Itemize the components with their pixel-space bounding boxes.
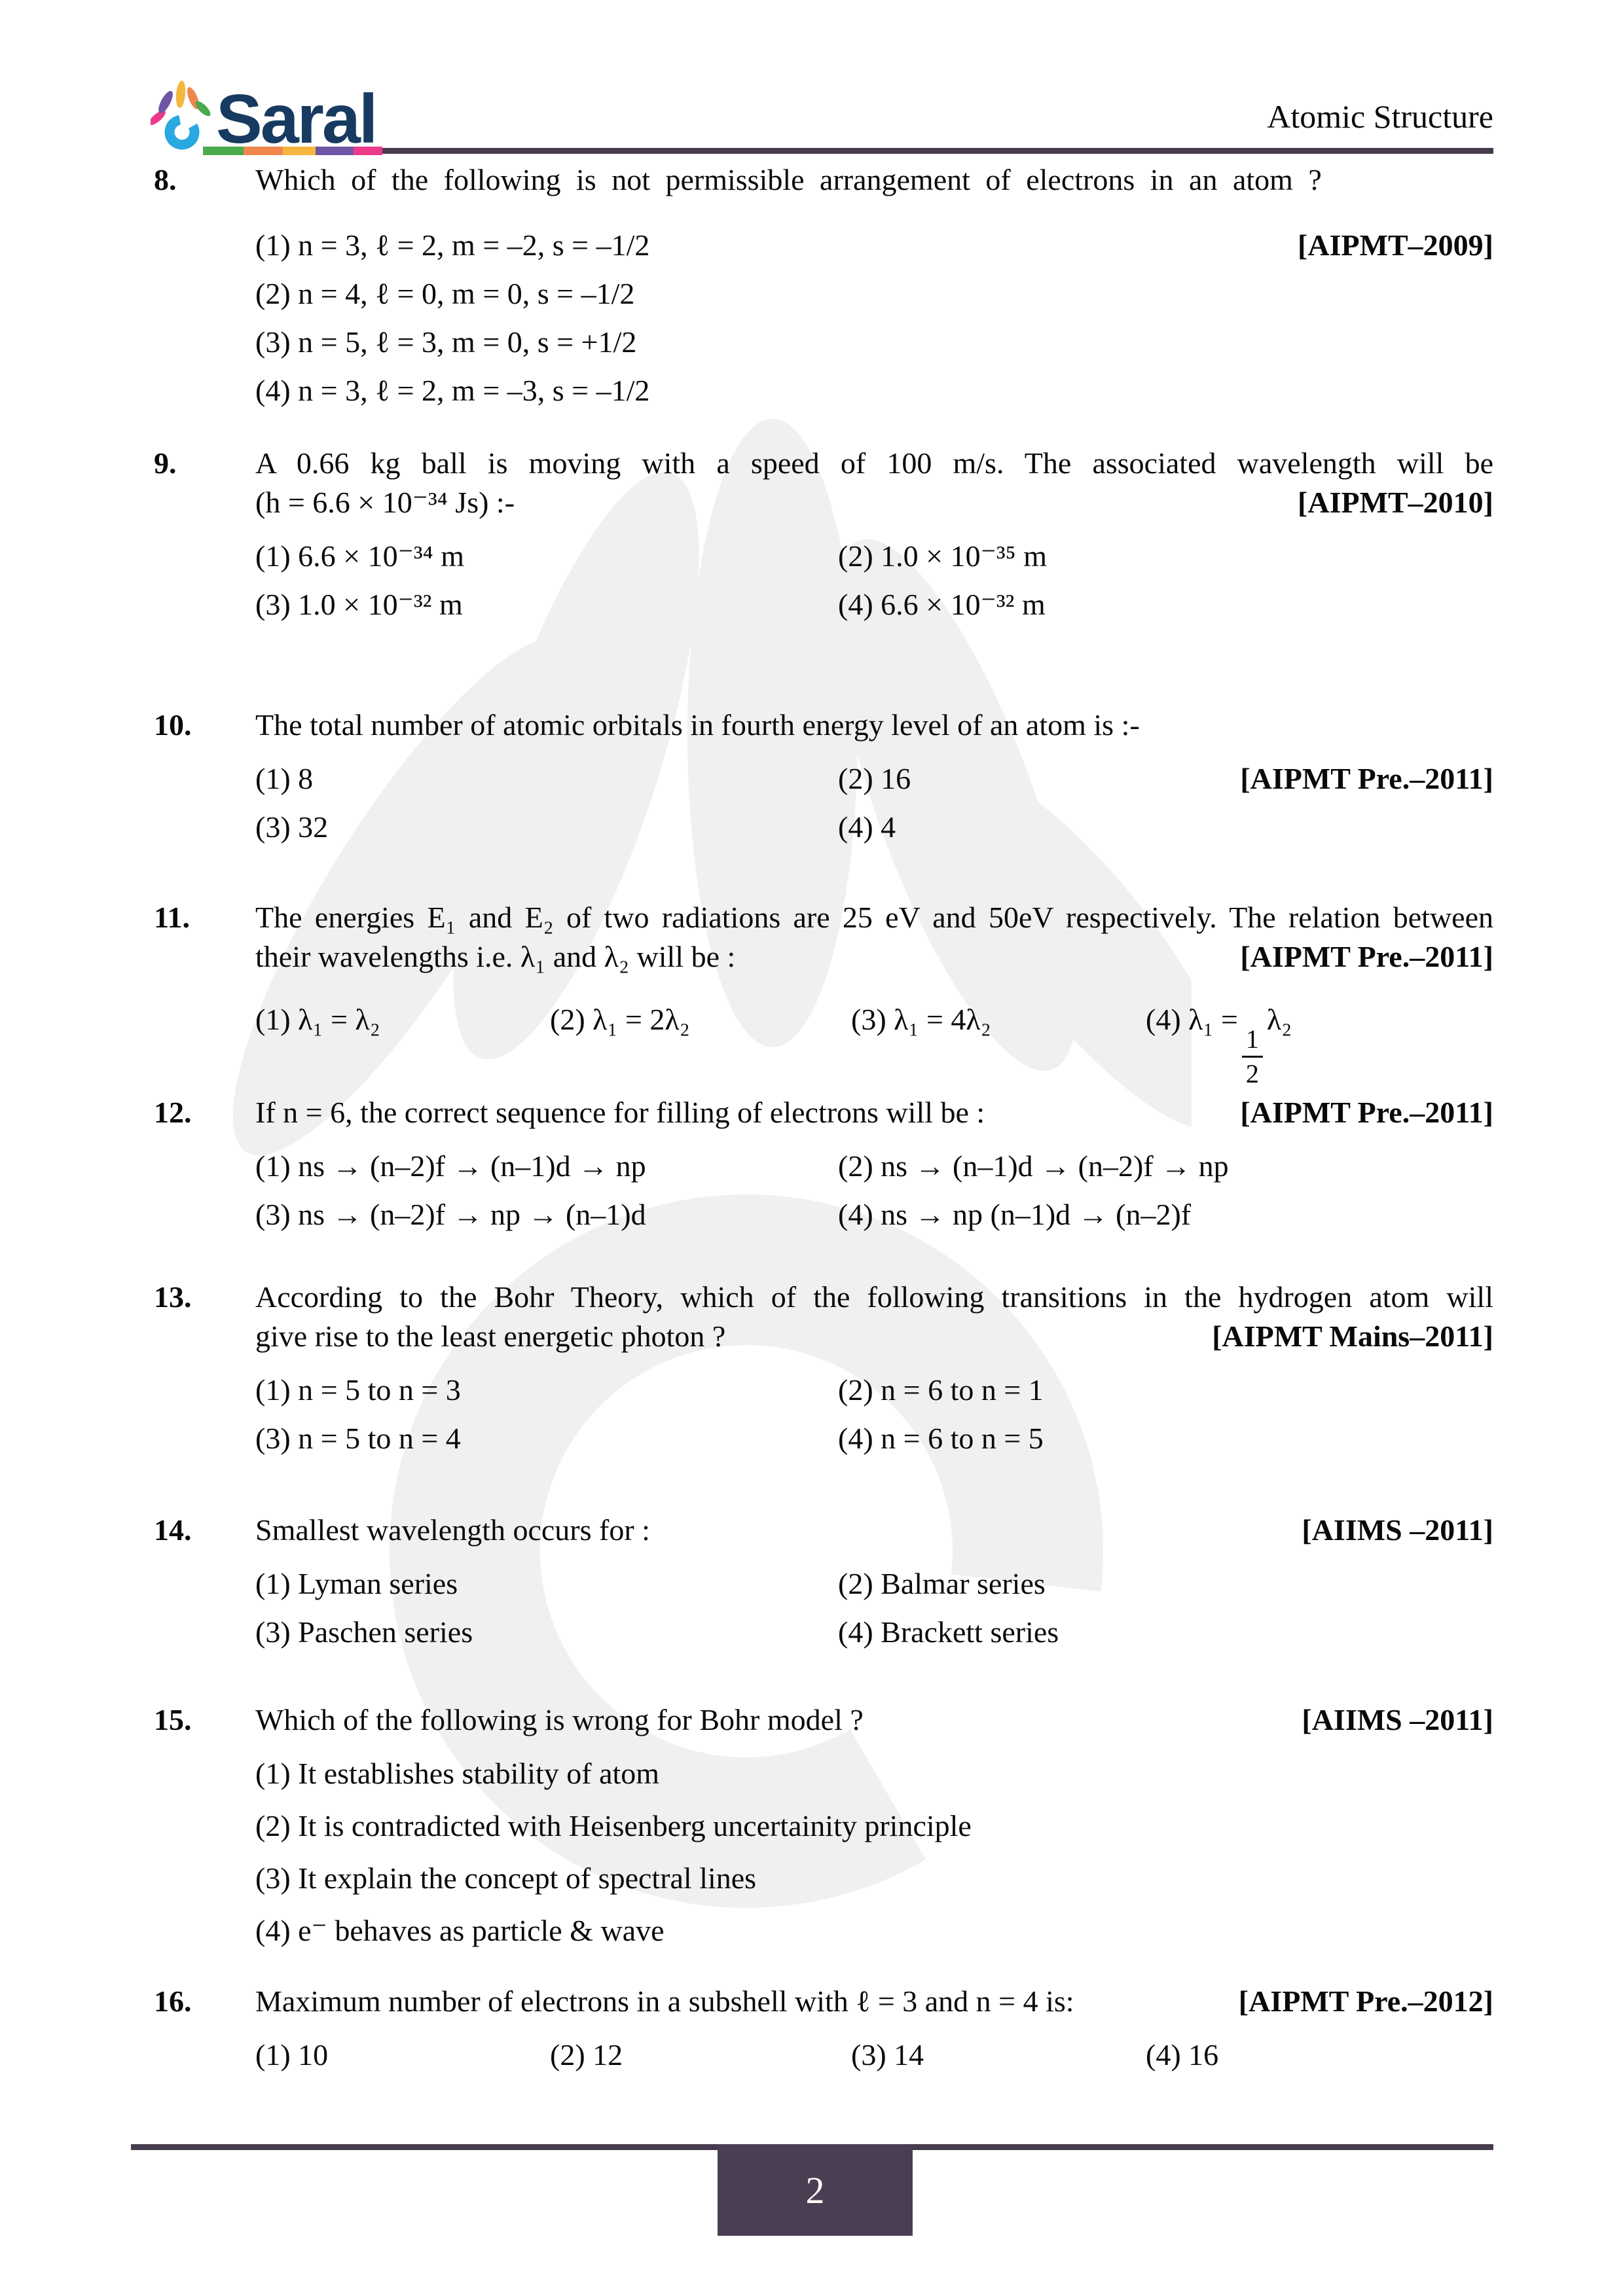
option: (1) 6.6 × 10⁻³⁴ m: [255, 539, 464, 573]
divider-rule: [382, 148, 1493, 154]
option: (3) Paschen series: [255, 1615, 473, 1649]
question-stem: The total number of atomic orbitals in fourth energy level of an atom is :-: [255, 708, 1140, 742]
exam-tag: [AIPMT Pre.–2012]: [1238, 1984, 1493, 2018]
question-12: [154, 1093, 1493, 1234]
option-row: [255, 1754, 1493, 1793]
option-row: [255, 585, 1493, 624]
option-row: [255, 274, 1493, 314]
question-number: 14.: [154, 1513, 192, 1547]
question-number: 13.: [154, 1280, 192, 1314]
esaral-hand-icon: [151, 77, 213, 152]
question-stem: According to the Bohr Theory, which of the following transitions in the hydrogen atom will: [255, 1280, 1493, 1314]
option: (2) Balmar series: [838, 1567, 1046, 1600]
esaral-logo: [151, 77, 376, 158]
option-row: [255, 1419, 1493, 1458]
exam-tag: [AIPMT Mains–2011]: [1212, 1319, 1493, 1353]
question-number: 12.: [154, 1096, 192, 1129]
option: (3) n = 5, ℓ = 3, m = 0, s = +1/2: [255, 325, 637, 359]
question-10: [154, 706, 1493, 847]
option: (1) Lyman series: [255, 1567, 458, 1600]
option-row: [255, 1859, 1493, 1898]
option: (3) n = 5 to n = 4: [255, 1422, 461, 1455]
exam-tag: [AIIMS –2011]: [1302, 1703, 1493, 1736]
option: (1) 8: [255, 762, 314, 795]
question-16: [154, 1982, 1493, 2075]
option-row: [255, 226, 1493, 265]
header-divider: [203, 147, 1493, 155]
option: (3) 1.0 × 10⁻³² m: [255, 588, 463, 621]
option-row: [255, 1147, 1493, 1186]
question-stem: If n = 6, the correct sequence for filling of electrons will be :: [255, 1096, 985, 1129]
exam-tag: [AIPMT–2010]: [1298, 486, 1493, 519]
option: (3) λ₁ = 4λ₂: [851, 1003, 991, 1036]
option: (1) ns → (n–2)f → (n–1)d → np: [255, 1149, 646, 1183]
option-row: [255, 323, 1493, 362]
option: (2) It is contradicted with Heisenberg uncertainity principle: [255, 1809, 972, 1842]
option-row: [255, 1806, 1493, 1846]
option-row: [255, 1911, 1493, 1950]
exam-tag: [AIPMT–2009]: [1298, 228, 1493, 262]
question-stem: their wavelengths i.e. λ₁ and λ₂ will be :: [255, 940, 736, 973]
option-row: [255, 1371, 1493, 1410]
option-row: [255, 1000, 1493, 1087]
option-row: [255, 537, 1493, 576]
option-row: [255, 759, 1493, 798]
option: [1146, 1000, 1292, 1087]
fraction-numerator: 1: [1245, 1024, 1259, 1054]
option-row: [255, 1564, 1493, 1604]
option: (2) n = 6 to n = 1: [838, 1373, 1044, 1407]
option: (2) 1.0 × 10⁻³⁵ m: [838, 539, 1047, 573]
question-stem: Which of the following is wrong for Bohr model ?: [255, 1703, 864, 1736]
question-number: 15.: [154, 1703, 192, 1736]
question-11: [154, 898, 1493, 1087]
question-stem: Smallest wavelength occurs for :: [255, 1513, 650, 1547]
fraction-denominator: 2: [1242, 1056, 1263, 1087]
question-number: 9.: [154, 446, 177, 480]
fraction: [1242, 1026, 1263, 1087]
option: (1) 10: [255, 2038, 329, 2072]
question-8: [154, 160, 1493, 410]
option: (3) ns → (n–2)f → np → (n–1)d: [255, 1198, 646, 1231]
option: (4) 4: [838, 810, 896, 844]
exam-tag: [AIPMT Pre.–2011]: [1240, 940, 1493, 973]
option: (2) 12: [550, 2038, 623, 2072]
option: (4) n = 3, ℓ = 2, m = –3, s = –1/2: [255, 374, 650, 407]
question-13: [154, 1278, 1493, 1458]
question-stem: give rise to the least energetic photon ?: [255, 1319, 726, 1353]
question-stem: The energies E₁ and E₂ of two radiations are 25 eV and 50eV respectively. The relation between: [255, 901, 1493, 934]
option-row: [255, 1613, 1493, 1652]
option: (3) 14: [851, 2038, 924, 2072]
option-row: [255, 1195, 1493, 1234]
option: (3) It explain the concept of spectral lines: [255, 1861, 757, 1895]
question-number: 16.: [154, 1984, 192, 2018]
option-row: [255, 2036, 1493, 2075]
option: (1) λ₁ = λ₂: [255, 1003, 380, 1036]
question-number: 8.: [154, 163, 177, 196]
option: (2) n = 4, ℓ = 0, m = 0, s = –1/2: [255, 277, 635, 310]
option: (4) Brackett series: [838, 1615, 1059, 1649]
page-title: Atomic Structure: [1267, 98, 1493, 135]
question-number: 11.: [154, 901, 190, 934]
option-fraction-suffix: λ₂: [1266, 1003, 1292, 1036]
option: (4) 16: [1146, 2038, 1219, 2072]
exam-tag: [AIPMT Pre.–2011]: [1240, 762, 1493, 795]
option: (2) λ₁ = 2λ₂: [550, 1003, 690, 1036]
question-stem: Which of the following is not permissible arrangement of electrons in an atom ?: [255, 163, 1322, 196]
option: (4) n = 6 to n = 5: [838, 1422, 1044, 1455]
option: (4) e⁻ behaves as particle & wave: [255, 1914, 665, 1947]
option-row: [255, 808, 1493, 847]
question-number: 10.: [154, 708, 192, 742]
question-9: [154, 444, 1493, 624]
logo-wordmark: Saral: [216, 81, 376, 158]
exam-tag: [AIIMS –2011]: [1302, 1513, 1493, 1547]
page-number-badge: [718, 2144, 913, 2236]
option: (4) 6.6 × 10⁻³² m: [838, 588, 1046, 621]
option: (1) n = 3, ℓ = 2, m = –2, s = –1/2: [255, 228, 650, 262]
option: (1) n = 5 to n = 3: [255, 1373, 461, 1407]
question-stem: (h = 6.6 × 10⁻³⁴ Js) :-: [255, 486, 515, 519]
option-row: [255, 371, 1493, 410]
page-number: 2: [805, 2168, 825, 2212]
option: (1) It establishes stability of atom: [255, 1757, 660, 1790]
option: (3) 32: [255, 810, 329, 844]
option-fraction-prefix: (4) λ₁ =: [1146, 1003, 1238, 1036]
question-15: [154, 1700, 1493, 1950]
option: (2) 16: [838, 762, 911, 795]
exam-tag: [AIPMT Pre.–2011]: [1240, 1096, 1493, 1129]
question-stem: A 0.66 kg ball is moving with a speed of 100 m/s. The associated wavelength will be: [255, 446, 1493, 480]
question-stem: Maximum number of electrons in a subshell with ℓ = 3 and n = 4 is:: [255, 1984, 1074, 2018]
option: (2) ns → (n–1)d → (n–2)f → np: [838, 1149, 1229, 1183]
question-14: [154, 1511, 1493, 1652]
option: (4) ns → np (n–1)d → (n–2)f: [838, 1198, 1192, 1231]
